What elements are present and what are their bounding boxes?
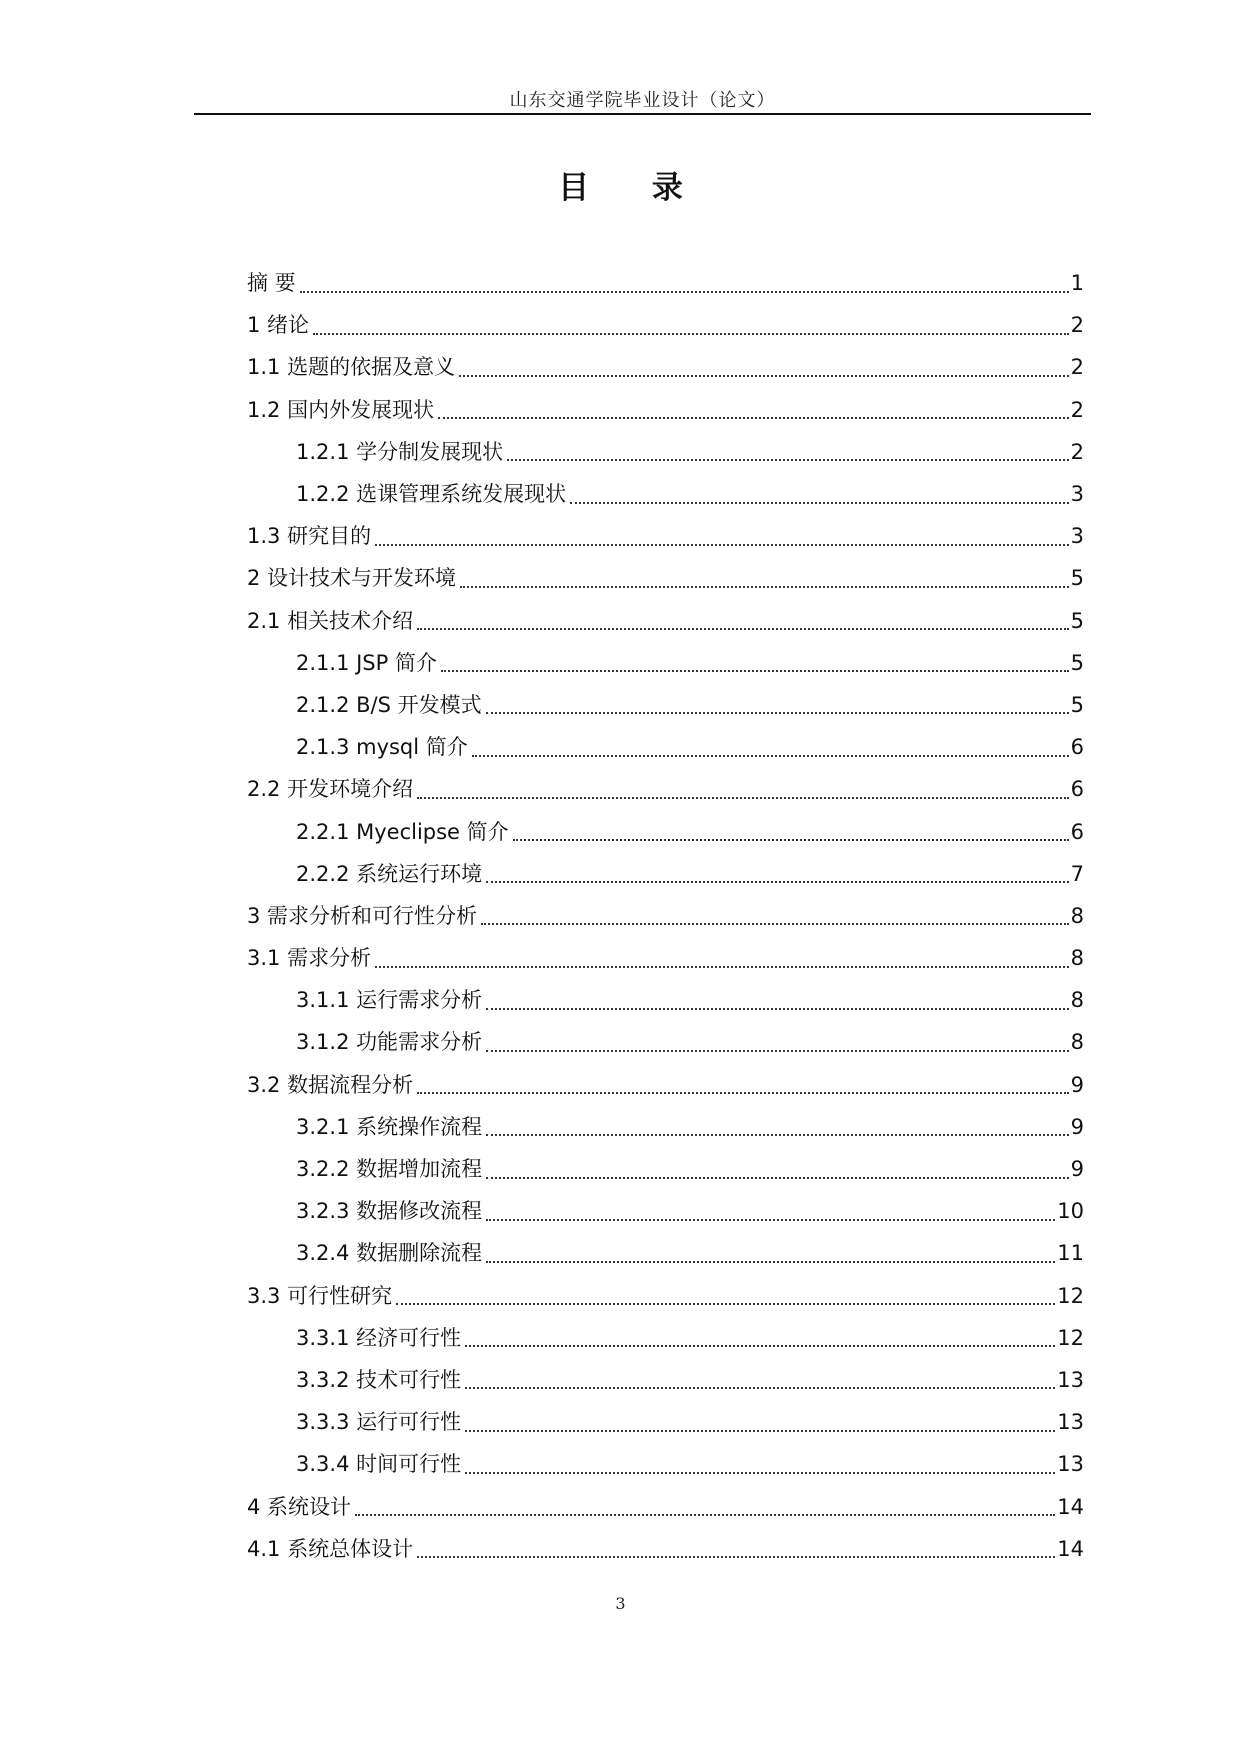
toc-dot-leader	[375, 543, 1069, 546]
toc-entry[interactable]	[247, 895, 1084, 937]
toc-dot-leader	[481, 922, 1069, 925]
toc-entry[interactable]	[247, 557, 1084, 599]
toc-entry-page: 9	[1070, 1157, 1084, 1182]
toc-entry[interactable]	[247, 1021, 1084, 1063]
toc-entry[interactable]	[247, 1359, 1084, 1401]
toc-entry-label: 1.2.2 选课管理系统发展现状	[296, 482, 567, 507]
header-rule	[194, 113, 1091, 115]
toc-entry-page: 3	[1070, 524, 1084, 549]
toc-entry-label: 1.2 国内外发展现状	[247, 397, 435, 422]
toc-dot-leader	[486, 1007, 1069, 1010]
toc-entry[interactable]	[247, 684, 1084, 726]
toc-entry-label: 3.1.2 功能需求分析	[296, 1030, 483, 1055]
toc-entry-label: 3.1.1 运行需求分析	[296, 988, 483, 1013]
toc-title: 目 录	[558, 170, 709, 206]
toc-entry-page: 2	[1070, 397, 1084, 422]
toc-entry-label: 2.1.2 B/S 开发模式	[296, 692, 482, 717]
toc-entry-page: 8	[1070, 988, 1084, 1013]
toc-entry-label: 3.3.1 经济可行性	[296, 1325, 462, 1350]
toc-entry-label: 摘 要	[247, 271, 296, 296]
toc-dot-leader	[441, 669, 1069, 672]
toc-dot-leader	[396, 1302, 1055, 1305]
toc-entry[interactable]	[247, 473, 1084, 515]
toc-dot-leader	[300, 290, 1069, 293]
toc-entry-page: 5	[1070, 566, 1084, 591]
toc-dot-leader	[417, 1555, 1055, 1558]
toc-dot-leader	[465, 1429, 1055, 1432]
toc-entry-page: 2	[1070, 313, 1084, 338]
toc-entry-label: 2.1.1 JSP 简介	[296, 650, 437, 675]
toc-dot-leader	[460, 585, 1069, 588]
toc-entry-label: 2 设计技术与开发环境	[247, 566, 457, 591]
toc-dot-leader	[486, 1049, 1069, 1052]
toc-entry-page: 8	[1070, 946, 1084, 971]
toc-entry[interactable]	[247, 1106, 1084, 1148]
toc-entry-label: 3.1 需求分析	[247, 946, 372, 971]
toc-entry-page: 13	[1057, 1367, 1084, 1392]
toc-entry-page: 1	[1070, 271, 1084, 296]
toc-entry-page: 2	[1070, 439, 1084, 464]
toc-dot-leader	[465, 1344, 1055, 1347]
toc-dot-leader	[486, 711, 1069, 714]
toc-entry[interactable]	[247, 1443, 1084, 1485]
toc-entry-page: 6	[1070, 735, 1084, 760]
toc-entry-page: 9	[1070, 1114, 1084, 1139]
toc-entry-page: 5	[1070, 692, 1084, 717]
toc-entry-page: 11	[1057, 1241, 1084, 1266]
toc-entry-label: 3.3.2 技术可行性	[296, 1367, 462, 1392]
page-number: 3	[615, 1594, 626, 1613]
page-header: 山东交通学院毕业设计（论文）	[509, 90, 776, 111]
toc-entry-page: 5	[1070, 650, 1084, 675]
toc-entry-label: 1.2.1 学分制发展现状	[296, 439, 504, 464]
toc-entry-page: 7	[1070, 861, 1084, 886]
toc-dot-leader	[465, 1471, 1055, 1474]
toc-entry[interactable]	[247, 1064, 1084, 1106]
toc-entry-page: 9	[1070, 1072, 1084, 1097]
toc-entry[interactable]	[247, 346, 1084, 388]
toc-entry-page: 8	[1070, 1030, 1084, 1055]
toc-entry[interactable]	[247, 1190, 1084, 1232]
toc-list	[247, 262, 1084, 1570]
toc-dot-leader	[438, 416, 1069, 419]
toc-entry-label: 1 绪论	[247, 313, 310, 338]
toc-entry-label: 3.2.2 数据增加流程	[296, 1157, 483, 1182]
toc-entry[interactable]	[247, 810, 1084, 852]
toc-entry-page: 6	[1070, 777, 1084, 802]
toc-entry[interactable]	[247, 937, 1084, 979]
toc-entry-page: 13	[1057, 1410, 1084, 1435]
toc-entry-label: 2.1 相关技术介绍	[247, 608, 414, 633]
toc-entry-page: 14	[1057, 1536, 1084, 1561]
toc-entry[interactable]	[247, 389, 1084, 431]
toc-dot-leader	[417, 627, 1069, 630]
toc-entry[interactable]	[247, 262, 1084, 304]
toc-entry[interactable]	[247, 642, 1084, 684]
toc-entry-label: 3.3 可行性研究	[247, 1283, 393, 1308]
toc-entry[interactable]	[247, 1317, 1084, 1359]
toc-entry-label: 3.2.3 数据修改流程	[296, 1199, 483, 1224]
toc-entry[interactable]	[247, 1485, 1084, 1527]
toc-dot-leader	[472, 754, 1069, 757]
toc-entry-label: 2.1.3 mysql 简介	[296, 735, 468, 760]
toc-entry-label: 2.2 开发环境介绍	[247, 777, 414, 802]
toc-entry[interactable]	[247, 726, 1084, 768]
toc-dot-leader	[507, 458, 1069, 461]
toc-entry-label: 3.2.4 数据删除流程	[296, 1241, 483, 1266]
toc-entry-label: 3.3.3 运行可行性	[296, 1410, 462, 1435]
toc-dot-leader	[486, 1260, 1055, 1263]
toc-entry-label: 4 系统设计	[247, 1494, 352, 1519]
toc-entry[interactable]	[247, 853, 1084, 895]
toc-dot-leader	[465, 1386, 1055, 1389]
toc-entry-label: 1.1 选题的依据及意义	[247, 355, 456, 380]
toc-entry[interactable]	[247, 431, 1084, 473]
toc-entry-page: 8	[1070, 903, 1084, 928]
toc-entry[interactable]	[247, 768, 1084, 810]
toc-dot-leader	[486, 1218, 1055, 1221]
toc-entry-page: 10	[1057, 1199, 1084, 1224]
toc-dot-leader	[486, 880, 1069, 883]
toc-dot-leader	[355, 1513, 1055, 1516]
toc-entry[interactable]	[247, 515, 1084, 557]
toc-entry-page: 12	[1057, 1283, 1084, 1308]
toc-entry-label: 3.2.1 系统操作流程	[296, 1114, 483, 1139]
toc-dot-leader	[313, 332, 1069, 335]
toc-entry[interactable]	[247, 979, 1084, 1021]
toc-entry[interactable]	[247, 1275, 1084, 1317]
toc-entry-page: 5	[1070, 608, 1084, 633]
toc-entry[interactable]	[247, 1232, 1084, 1274]
toc-entry-page: 13	[1057, 1452, 1084, 1477]
toc-entry-label: 2.2.2 系统运行环境	[296, 861, 483, 886]
toc-entry-label: 1.3 研究目的	[247, 524, 372, 549]
toc-entry-page: 3	[1070, 482, 1084, 507]
toc-entry[interactable]	[247, 1528, 1084, 1570]
toc-dot-leader	[417, 796, 1069, 799]
toc-entry-page: 6	[1070, 819, 1084, 844]
toc-entry-label: 2.2.1 Myeclipse 简介	[296, 819, 509, 844]
toc-entry-label: 3.3.4 时间可行性	[296, 1452, 462, 1477]
toc-dot-leader	[486, 1133, 1069, 1136]
toc-entry-label: 3.2 数据流程分析	[247, 1072, 414, 1097]
toc-dot-leader	[417, 1091, 1069, 1094]
toc-dot-leader	[375, 965, 1069, 968]
toc-dot-leader	[486, 1176, 1069, 1179]
toc-entry[interactable]	[247, 1401, 1084, 1443]
toc-entry[interactable]	[247, 1148, 1084, 1190]
toc-dot-leader	[570, 501, 1069, 504]
toc-entry-page: 2	[1070, 355, 1084, 380]
toc-entry-label: 4.1 系统总体设计	[247, 1536, 414, 1561]
toc-dot-leader	[459, 374, 1069, 377]
toc-entry-label: 3 需求分析和可行性分析	[247, 903, 478, 928]
toc-entry[interactable]	[247, 304, 1084, 346]
toc-entry-page: 12	[1057, 1325, 1084, 1350]
toc-entry[interactable]	[247, 600, 1084, 642]
toc-dot-leader	[513, 838, 1069, 841]
toc-entry-page: 14	[1057, 1494, 1084, 1519]
